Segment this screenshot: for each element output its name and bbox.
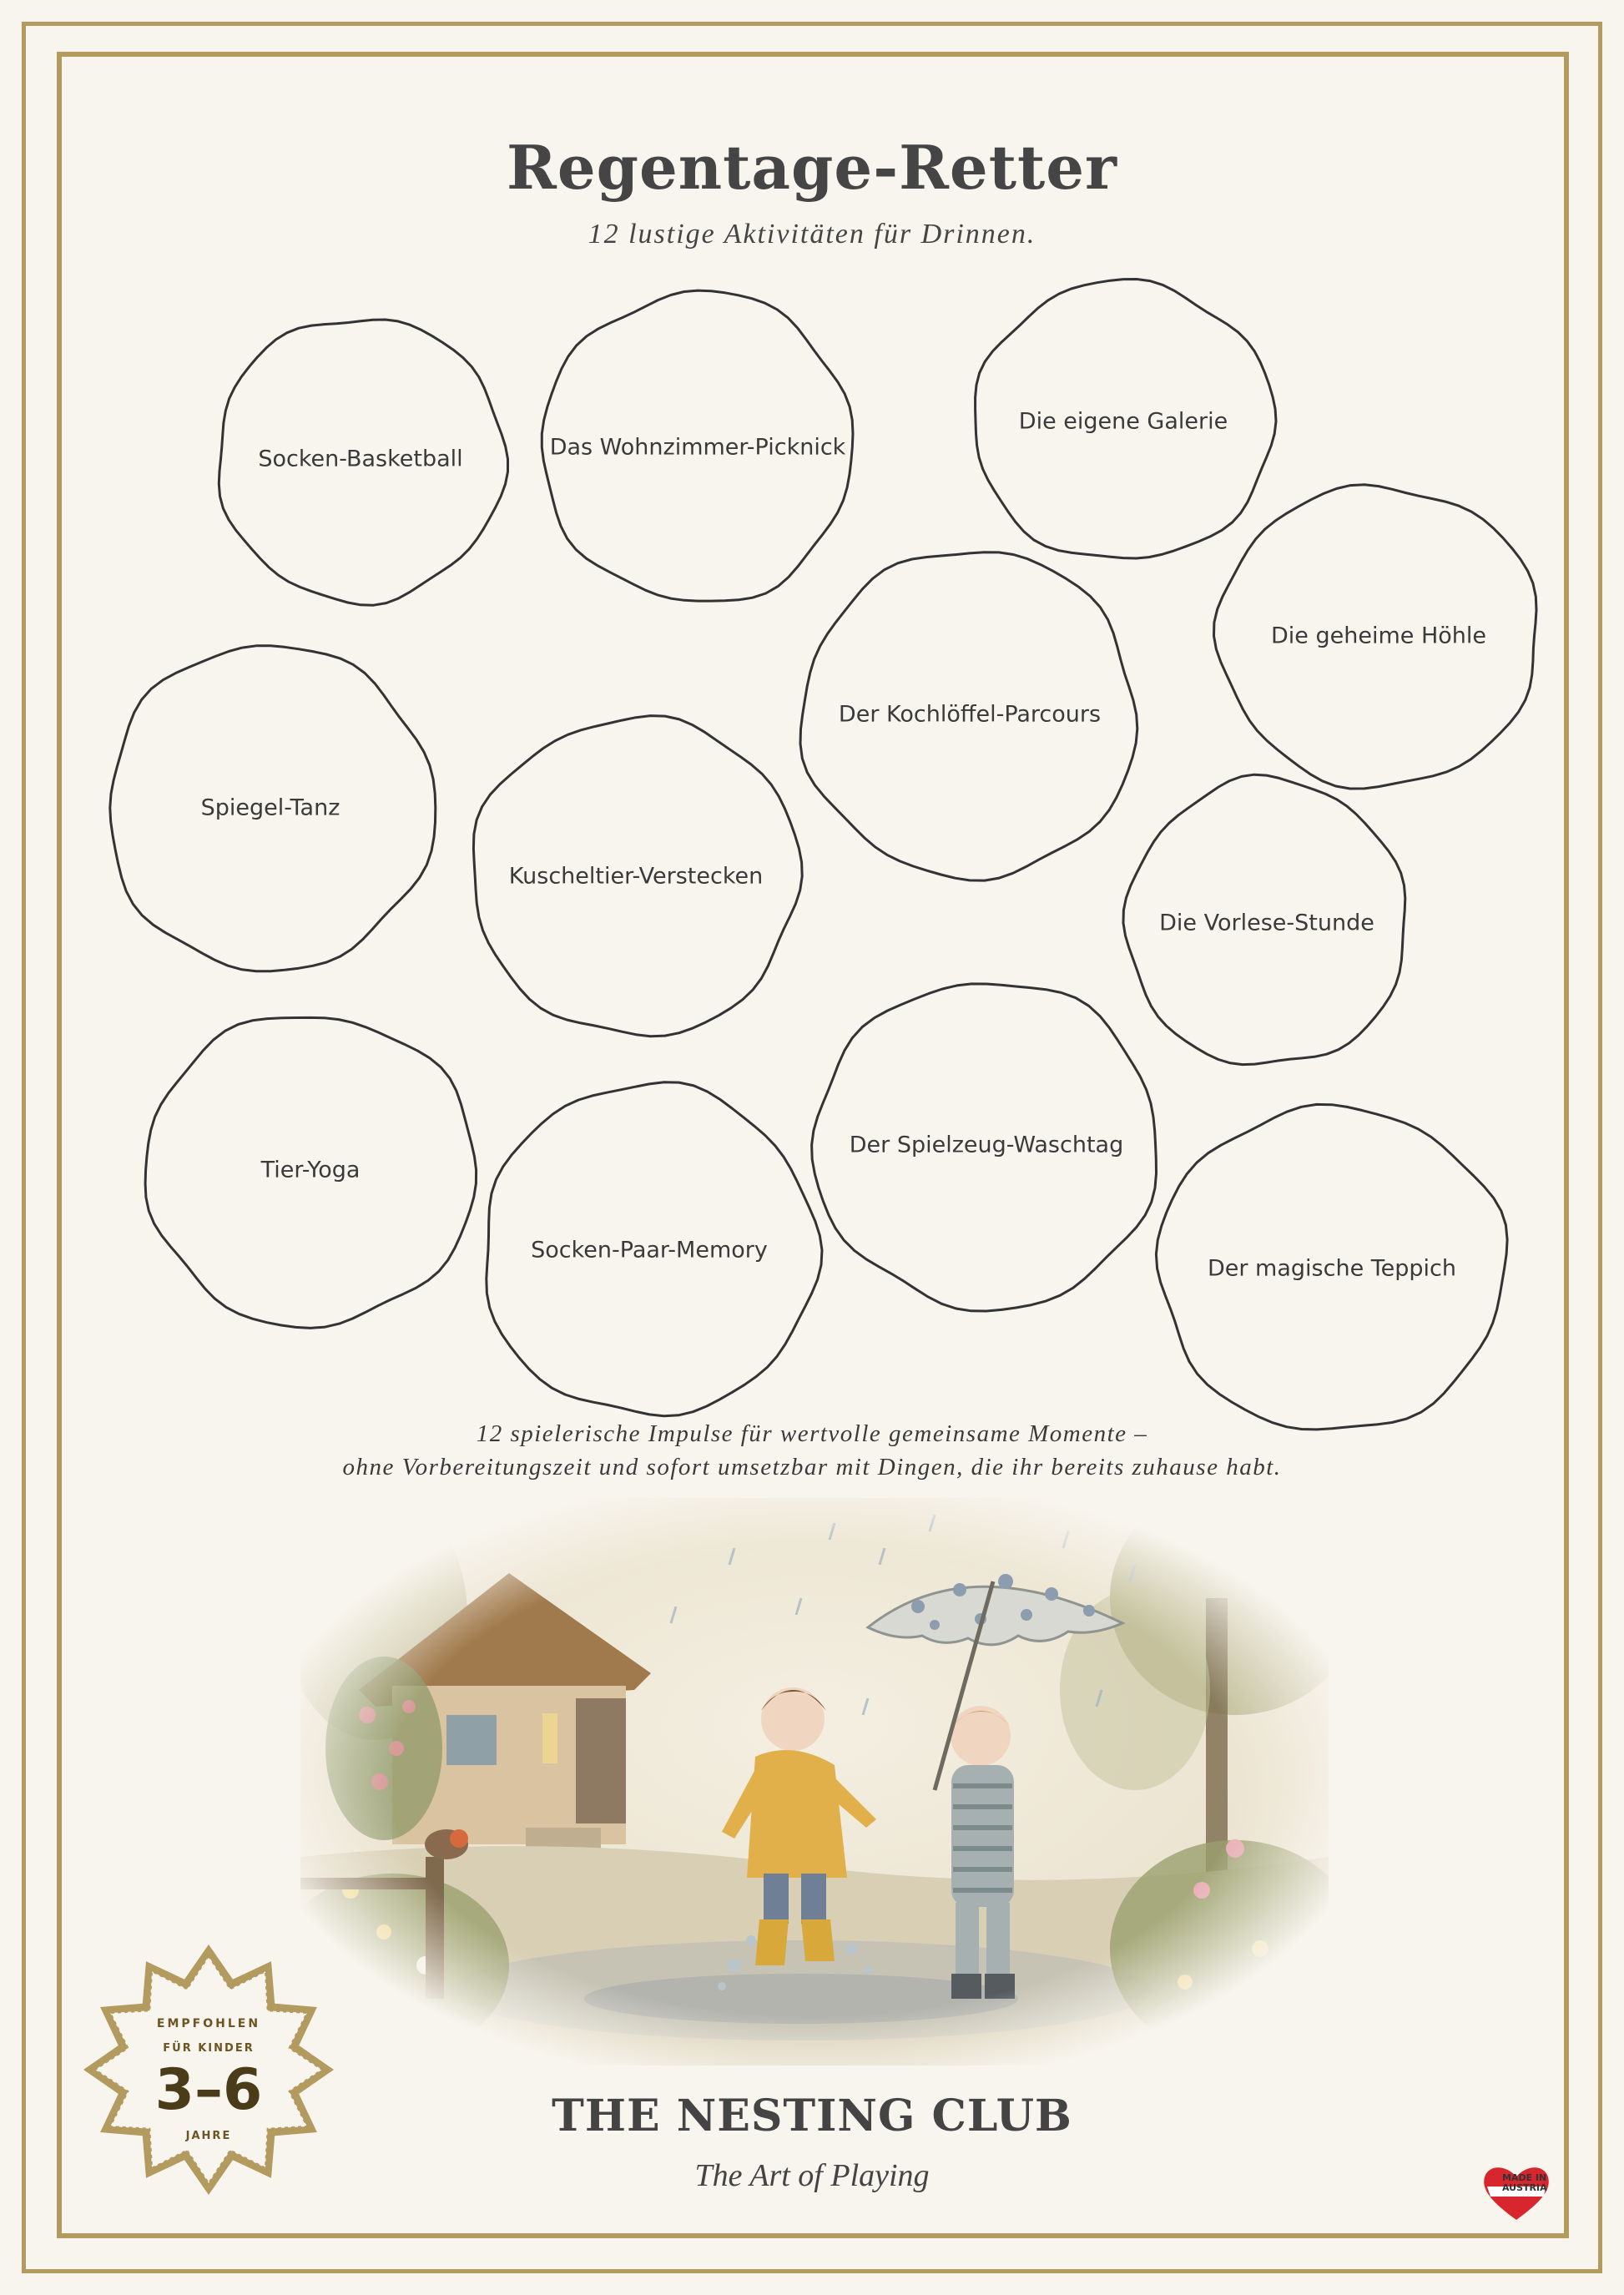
activity-label: Spiegel-Tanz [200, 794, 340, 821]
page-title: Regentage-Retter [507, 132, 1117, 203]
badge-age: 3–6 [154, 2057, 263, 2123]
rainy-day-illustration [300, 1498, 1329, 2066]
activity-label: Socken-Paar-Memory [531, 1237, 768, 1264]
made-in-line-2: AUSTRIA [1502, 2182, 1547, 2193]
activity-label: Der Spielzeug-Waschtag [849, 1132, 1124, 1158]
activity-label: Die Vorlese-Stunde [1159, 910, 1374, 936]
badge-line-2: FÜR KINDER [163, 2042, 255, 2055]
age-badge [83, 1944, 334, 2195]
made-in-label [1502, 2173, 1561, 2193]
made-in-line-1: MADE IN [1502, 2172, 1547, 2183]
activity-label: Das Wohnzimmer-Picknick [549, 434, 846, 461]
activity-label: Tier-Yoga [260, 1157, 361, 1183]
activity-label: Die eigene Galerie [1018, 408, 1228, 435]
page-subtitle: 12 lustige Aktivitäten für Drinnen. [588, 219, 1036, 250]
activity-label: Kuscheltier-Verstecken [508, 863, 764, 890]
badge-line-1: EMPFOHLEN [156, 2017, 261, 2030]
activity-label: Der magische Teppich [1207, 1255, 1457, 1282]
description-line-1: 12 spielerische Impulse für wertvolle gemeinsame Momente – [476, 1420, 1148, 1447]
activity-label: Die geheime Höhle [1270, 623, 1487, 649]
brand-name: THE NESTING CLUB [552, 2091, 1072, 2141]
activity-label: Socken-Basketball [258, 446, 463, 472]
activity-label: Der Kochlöffel-Parcours [838, 701, 1102, 728]
description-line-2: ohne Vorbereitungszeit und sofort umsetzbar mit Dingen, die ihr bereits zuhause habt. [342, 1454, 1282, 1480]
brand-tagline: The Art of Playing [694, 2158, 930, 2193]
badge-line-3: JAHRE [185, 2130, 232, 2142]
